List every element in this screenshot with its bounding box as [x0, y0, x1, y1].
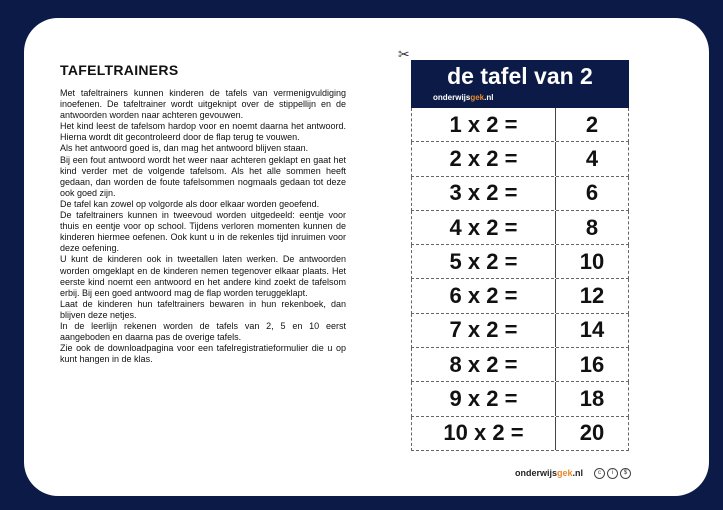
answer-cell: 2: [585, 111, 599, 137]
header-logo: [433, 93, 493, 102]
paragraph: De tafel kan zowel op volgorde als door elkaar worden geoefend.: [60, 198, 320, 209]
paragraph: Laat de kinderen hun tafeltrainers bewaren in hun rekenboek, dan blijven deze netjes.: [60, 298, 346, 320]
sum-cell: 5 x 2 =: [412, 245, 556, 278]
sum-cell: 10 x 2 =: [412, 417, 556, 450]
table-row: [411, 382, 629, 416]
table-row: [411, 177, 629, 211]
nc-icon: $: [620, 468, 631, 479]
answer-cell: 6: [585, 180, 599, 206]
trainer-heading: de tafel van 2: [447, 63, 593, 89]
paragraph: Bij een fout antwoord wordt het weer naar achteren geklapt en gaat het kind verder met de volgende tafelsom. Als het alle sommen heeft gedaan, dan worden de foute tafelsommen nogmaals gedaan tot deze ook goed zijn.: [60, 154, 346, 198]
logo-suffix: .nl: [484, 93, 494, 102]
table-row: [411, 245, 629, 279]
scissors-icon: ✂: [398, 46, 410, 62]
instructions-text: [60, 88, 346, 365]
paragraph: Als het antwoord goed is, dan mag het antwoord blijven staan.: [60, 143, 309, 154]
sum-cell: 2 x 2 =: [412, 142, 556, 175]
sum-cell: 6 x 2 =: [412, 279, 556, 312]
paragraph: U kunt de kinderen ook in tweetallen laten werken. De antwoorden worden omgeklapt en de kinderen nemen tegenover elkaar plaats. Het eerste kind noemt een antwoord en het andere kind zoekt de tafelsom erbij. Bij een goed antwoord mag de flap worden teruggeklapt.: [60, 254, 346, 298]
table-row: [411, 211, 629, 245]
paragraph: In de leerlijn rekenen worden de tafels van 2, 5 en 10 eerst aangeboden en daarna pas de overige tafels.: [60, 320, 346, 343]
by-icon: i: [607, 468, 618, 479]
sum-cell: 9 x 2 =: [412, 382, 556, 415]
table-row: [411, 279, 629, 313]
answer-cell: 12: [579, 283, 605, 309]
table-row: [411, 417, 629, 451]
cc-icon: c: [594, 468, 605, 479]
answer-cell: 16: [579, 351, 605, 377]
answer-cell: 4: [585, 145, 599, 171]
logo-main: onderwijs: [433, 93, 471, 102]
logo-main: onderwijs: [515, 468, 558, 478]
sum-cell: 3 x 2 =: [412, 177, 556, 210]
paragraph: De tafeltrainers kunnen in tweevoud worden uitgedeeld: eentje voor thuis en eentje voor op school. Tijdens verloren momenten kunnen de kinderen hiermee oefenen. Ook kunt u in de rekenles tijd inruimen voor deze oefening.: [60, 210, 346, 254]
table-row: [411, 348, 629, 382]
page-title: TAFELTRAINERS: [60, 62, 179, 78]
sum-cell: 4 x 2 =: [412, 211, 556, 244]
answer-cell: 8: [585, 214, 599, 240]
table-trainer: [411, 60, 629, 451]
table-row: [411, 108, 629, 142]
logo-suffix: .nl: [572, 468, 584, 478]
paragraph: Met tafeltrainers kunnen kinderen de tafels van vermenigvuldiging inoefenen. De tafeltrainer wordt uitgeknipt over de stippellijn en de antwoorden worden naar achteren gevouwen.: [60, 88, 346, 121]
logo-accent: gek: [557, 468, 573, 478]
logo-accent: gek: [470, 93, 485, 102]
answer-cell: 20: [579, 420, 605, 446]
footer-logo[interactable]: [515, 468, 583, 478]
creative-commons-icon: [594, 468, 631, 479]
answer-cell: 14: [579, 317, 605, 343]
table-row: [411, 314, 629, 348]
answer-cell: 18: [579, 386, 605, 412]
trainer-header: [411, 60, 629, 108]
answer-cell: 10: [579, 248, 605, 274]
paragraph: Zie ook de downloadpagina voor een tafelregistratieformulier die u op kunt hangen in de klas.: [60, 343, 346, 365]
sum-cell: 8 x 2 =: [412, 348, 556, 381]
sum-cell: 7 x 2 =: [412, 314, 556, 347]
table-row: [411, 142, 629, 176]
paragraph: Het kind leest de tafelsom hardop voor en noemt daarna het antwoord. Hierna wordt dit gecontroleerd door de flap terug te vouwen.: [60, 121, 346, 143]
sum-cell: 1 x 2 =: [412, 108, 556, 141]
